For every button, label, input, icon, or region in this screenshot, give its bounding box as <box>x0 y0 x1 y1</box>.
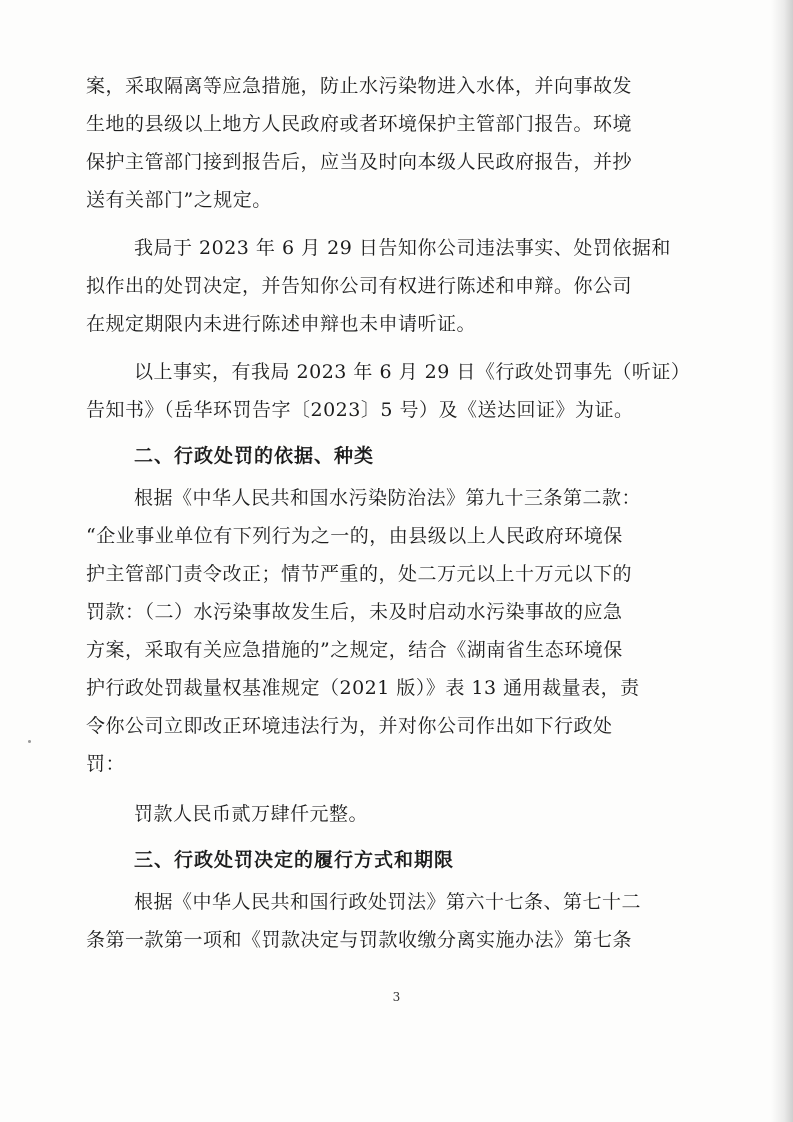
text-line-1: 案，采取隔离等应急措施，防止水污染物进入水体，并向事故发 <box>86 75 633 97</box>
text-line-8: 以上事实，有我局 2023 年 6 月 29 日《行政处罚事先（听证） <box>134 361 691 383</box>
scan-speck <box>28 740 31 743</box>
text-line-21: 根据《中华人民共和国行政处罚法》第六十七条、第七十二 <box>134 891 642 913</box>
text-line-3: 保护主管部门接到报告后，应当及时向本级人民政府报告，并抄 <box>86 151 633 173</box>
text-line-9: 告知书》（岳华环罚告字〔2023〕5 号）及《送达回证》为证。 <box>86 399 634 421</box>
text-line-16: 护行政处罚裁量权基准规定（2021 版）》表 13 通用裁量表，责 <box>86 677 640 699</box>
scan-shadow-edge <box>771 0 793 1122</box>
page-number: 3 <box>392 990 401 1004</box>
text-line-17: 令你公司立即改正环境违法行为，并对你公司作出如下行政处 <box>86 715 613 737</box>
text-line-13: 护主管部门责令改正；情节严重的，处二万元以上十万元以下的 <box>86 563 633 585</box>
text-line-18: 罚： <box>86 753 126 775</box>
text-line-7: 在规定期限内未进行陈述申辩也未申请听证。 <box>86 313 477 335</box>
text-line-15: 方案，采取有关应急措施的”之规定，结合《湖南省生态环境保 <box>86 639 623 661</box>
text-line-22: 条第一款第一项和《罚款决定与罚款收缴分离实施办法》第七条 <box>86 929 633 951</box>
text-line-14: 罚款：（二）水污染事故发生后，未及时启动水污染事故的应急 <box>86 601 623 623</box>
section-heading-2: 二、行政处罚的依据、种类 <box>134 445 375 467</box>
text-line-11: 根据《中华人民共和国水污染防治法》第九十三条第二款： <box>134 487 642 509</box>
text-line-12: “企业事业单位有下列行为之一的，由县级以上人民政府环境保 <box>86 525 623 547</box>
text-line-5: 我局于 2023 年 6 月 29 日告知你公司违法事实、处罚依据和 <box>134 237 671 259</box>
fine-amount-line: 罚款人民币贰万肆仟元整。 <box>134 803 369 825</box>
section-heading-3: 三、行政处罚决定的履行方式和期限 <box>134 849 455 871</box>
text-line-2: 生地的县级以上地方人民政府或者环境保护主管部门报告。环境 <box>86 113 633 135</box>
text-line-4: 送有关部门”之规定。 <box>86 189 272 211</box>
text-line-6: 拟作出的处罚决定，并告知你公司有权进行陈述和申辩。你公司 <box>86 275 633 297</box>
